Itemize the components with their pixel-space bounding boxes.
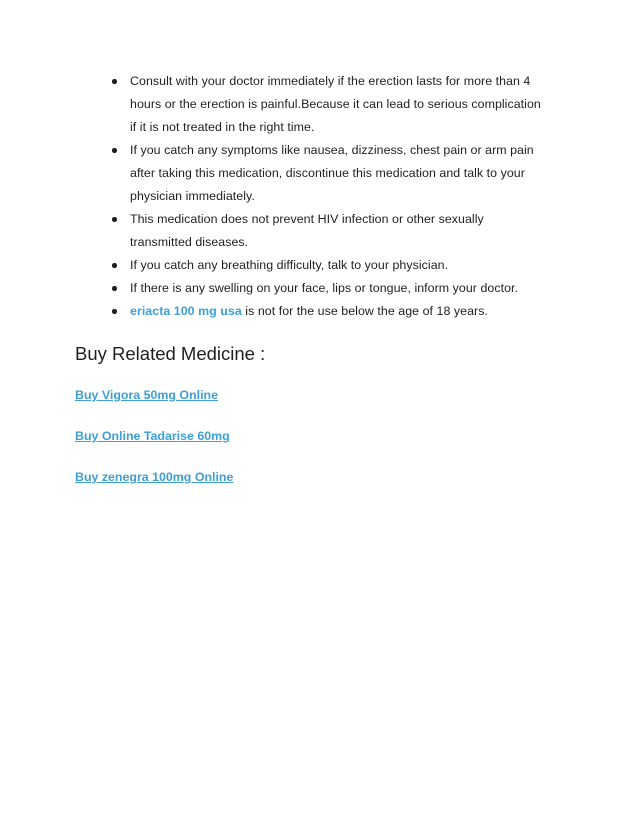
- list-item: [108, 139, 548, 208]
- list-item-text: This medication does not prevent HIV infection or other sexually transmitted diseases.: [130, 212, 484, 249]
- bullet-icon: [112, 148, 117, 153]
- list-item: [108, 70, 548, 139]
- tadarise-link[interactable]: Buy Online Tadarise 60mg: [75, 429, 230, 443]
- zenegra-link[interactable]: Buy zenegra 100mg Online: [75, 470, 234, 484]
- list-item-text: is not for the use below the age of 18 years.: [241, 304, 488, 318]
- list-item-text: If there is any swelling on your face, lips or tongue, inform your doctor.: [130, 281, 519, 295]
- bullet-icon: [112, 286, 117, 291]
- bullet-icon: [112, 217, 117, 222]
- list-item: [108, 277, 548, 300]
- bullet-icon: [112, 309, 117, 314]
- list-item-text: If you catch any breathing difficulty, talk to your physician.: [130, 258, 449, 272]
- list-item: [108, 300, 548, 323]
- list-item: [108, 208, 548, 254]
- bullet-icon: [112, 79, 117, 84]
- list-item-text: Consult with your doctor immediately if the erection lasts for more than 4 hours or the erection is painful.Because it can lead to serious complication if it is not treated in the right time.: [130, 74, 541, 134]
- precautions-list: [108, 70, 548, 323]
- list-item: [108, 254, 548, 277]
- related-medicine-heading: Buy Related Medicine :: [75, 343, 266, 364]
- vigora-link[interactable]: Buy Vigora 50mg Online: [75, 388, 218, 402]
- eriacta-link[interactable]: eriacta 100 mg usa: [130, 304, 242, 318]
- bullet-icon: [112, 263, 117, 268]
- list-item-text: If you catch any symptoms like nausea, dizziness, chest pain or arm pain after taking this medication, discontinue this medication and talk to your physician immediately.: [130, 143, 534, 203]
